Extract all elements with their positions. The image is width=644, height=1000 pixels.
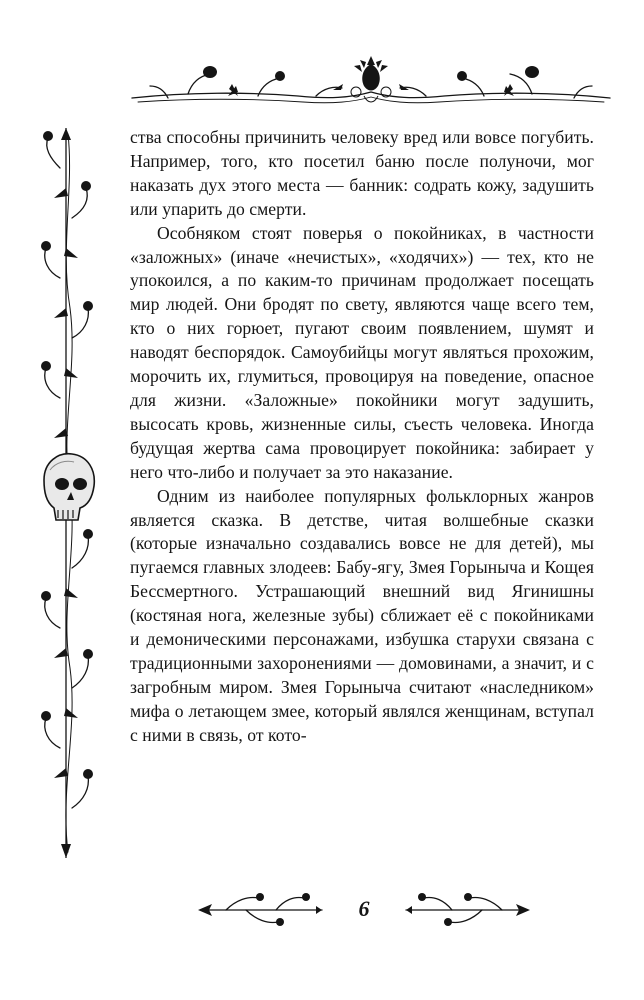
- thistle-border-icon: [128, 52, 614, 114]
- skull-icon: [44, 454, 94, 520]
- paragraph-2: Особняком стоят поверья о покойниках, в частности «заложных» (иначе «нечистых», «ходячих») — тех, кто не упокоился, а по каким-то причинам продолжает посещать мир людей. Они бродят по свету, являются чаще всего тем, кто о них горюет, пугают своим появлением, шумят и наводят беспорядок. Самоубийцы могут являться прохожим, морочить их, глумиться, провоцируя на поведение, опасное для жизни. «Заложные» покойники могут задушить, высосать кровь, жизненные силы, съесть человека. Иногда будущая жертва сама провоцирует покойника: забирает у него что-либо и получает за это наказание.: [130, 222, 594, 482]
- paragraph-3: Одним из наиболее популярных фольклорных жанров является сказка. В детстве, читая волшебные сказки (которые изначально создавались вовсе не для детей), мы пугаемся главных злодеев: Бабу-ягу, Змея Горыныча и Кощея Бессмертного. Устрашающий внешний вид Ягинишны (костяная нога, железные зубы) сближает её с покойниками и демоническими персонажами, избушка старухи связана с традиционными захоронениями — домовинами, а значит, и с загробным миром. Змея Горыныча считают «наследником» мифа о летающем змее, который являлся женщинам, вступал с ними в связь, от кото-: [130, 485, 594, 745]
- arrow-flourish-right-icon: [402, 884, 532, 934]
- page-footer: [196, 884, 532, 934]
- body-text: [130, 126, 594, 748]
- vine-with-skull-icon: [30, 128, 102, 858]
- paragraph-1: ства способны причинить человеку вред или вовсе погубить. Например, того, кто посетил баню после полуночи, мог наказать дух этого места — банник: содрать кожу, задушить или упарить до смерти.: [130, 127, 594, 219]
- page-number: 6: [358, 896, 370, 921]
